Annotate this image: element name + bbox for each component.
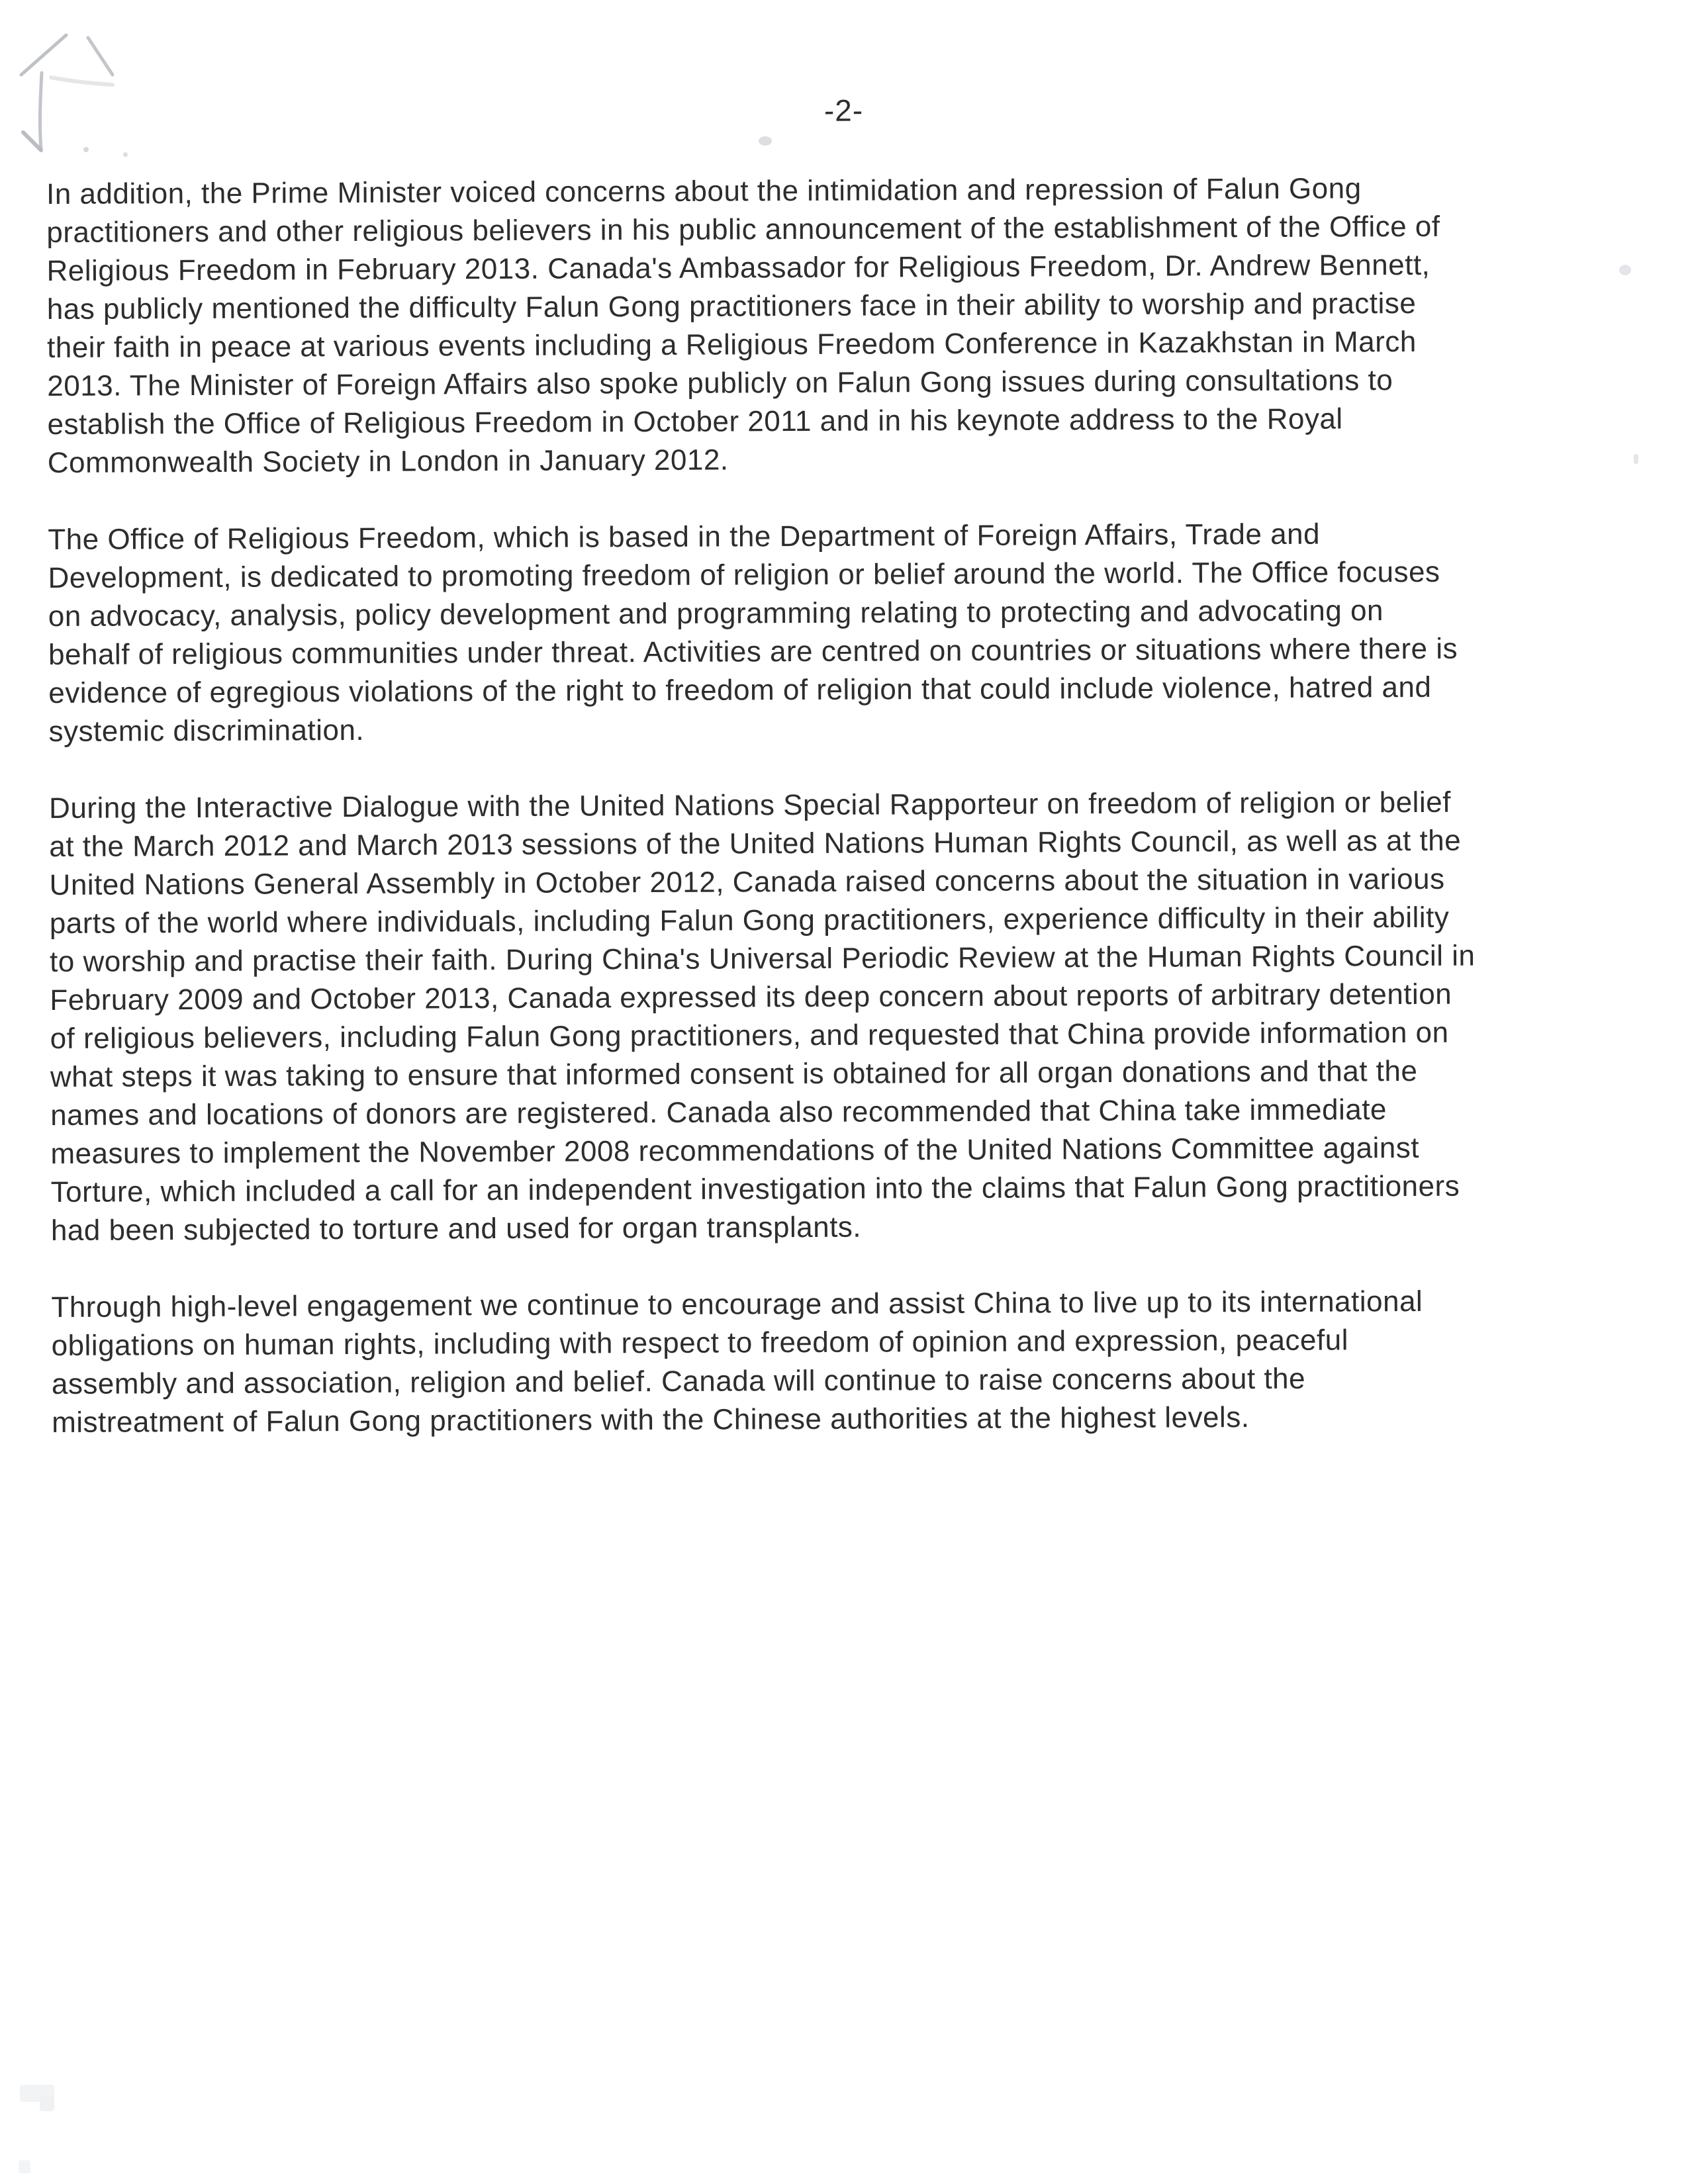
text-line: Through high-level engagement we continue to encourage and assist China to live up to its international [51,1285,1423,1324]
text-line: Religious Freedom in February 2013. Canada's Ambassador for Religious Freedom, Dr. Andrew Bennett, [46,248,1430,287]
paragraph-prime-minister-concerns [46,168,1650,482]
text-line: United Nations General Assembly in October 2012, Canada raised concerns about the situation in various [49,862,1445,901]
text-line: what steps it was taking to ensure that informed consent is obtained for all organ donations and that the [50,1054,1418,1093]
text-line: obligations on human rights, including with respect to freedom of opinion and expression, peaceful [51,1324,1349,1362]
text-line: In addition, the Prime Minister voiced concerns about the intimidation and repression of Falun Gong [46,172,1362,210]
text-line: on advocacy, analysis, policy development and programming relating to protecting and advocating on [48,594,1384,633]
text-line: measures to implement the November 2008 recommendations of the United Nations Committee against [50,1131,1420,1170]
text-line: of religious believers, including Falun Gong practitioners, and requested that China provide information on [50,1016,1449,1055]
text-line: mistreatment of Falun Gong practitioners with the Chinese authorities at the highest levels. [52,1401,1250,1439]
text-line: Development, is dedicated to promoting freedom of religion or belief around the world. The Office focuses [48,555,1440,594]
text-line: During the Interactive Dialogue with the United Nations Special Rapporteur on freedom of religion or belief [49,786,1451,825]
text-line: parts of the world where individuals, including Falun Gong practitioners, experience difficulty in their ability [49,901,1450,940]
paragraph-office-of-religious-freedom [48,514,1650,751]
text-line: The Office of Religious Freedom, which is based in the Department of Foreign Affairs, Trade and [48,518,1321,556]
document-body [46,168,1654,1442]
text-line: evidence of egregious violations of the right to freedom of religion that could include violence, hatred and [48,670,1432,709]
text-line: behalf of religious communities under threat. Activities are centred on countries or situations where there is [48,632,1458,671]
text-line: to worship and practise their faith. During China's Universal Periodic Review at the Human Rights Council in [50,939,1476,978]
text-line: at the March 2012 and March 2013 sessions of the United Nations Human Rights Council, as well as at the [49,824,1462,863]
text-line: has publicly mentioned the difficulty Falun Gong practitioners face in their ability to worship and practise [46,287,1417,326]
text-line: February 2009 and October 2013, Canada expressed its deep concern about reports of arbitrary detention [50,978,1452,1017]
text-line: Torture, which included a call for an independent investigation into the claims that Falun Gong practitioners [50,1169,1460,1208]
text-line: assembly and association, religion and belief. Canada will continue to raise concerns about the [51,1362,1306,1400]
text-line: had been subjected to torture and used for organ transplants. [50,1210,862,1247]
paragraph-high-level-engagement [51,1281,1654,1442]
page-number: -2- [823,93,864,128]
text-line: 2013. The Minister of Foreign Affairs also spoke publicly on Falun Gong issues during consultations to [47,364,1393,402]
paragraph-united-nations-dialogue [49,782,1653,1250]
text-line: names and locations of donors are registered. Canada also recommended that China take immediate [50,1093,1387,1132]
text-line: their faith in peace at various events including a Religious Freedom Conference in Kazakhstan in March [46,325,1417,364]
text-line: systemic discrimination. [48,713,365,748]
text-line: Commonwealth Society in London in January 2012. [47,443,729,479]
text-line: practitioners and other religious believers in his public announcement of the establishment of the Office of [46,210,1440,249]
text-line: establish the Office of Religious Freedom in October 2011 and in his keynote address to the Royal [47,402,1343,441]
